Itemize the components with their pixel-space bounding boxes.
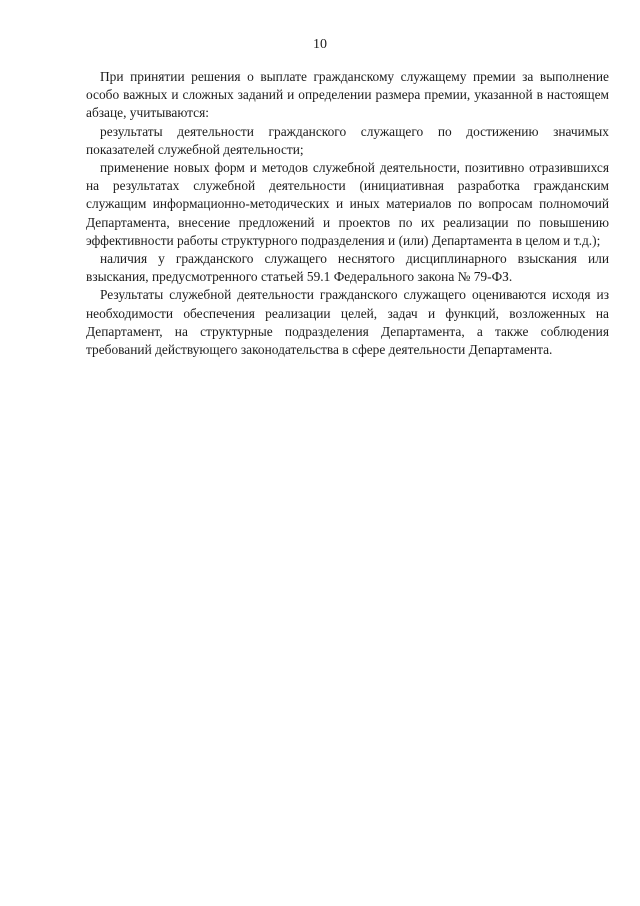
paragraph-results-indicators: результаты деятельности гражданского служащего по достижению значимых показателей служебной деятельности; <box>86 123 609 157</box>
page-number: 10 <box>313 37 327 52</box>
paragraph-performance-evaluation: Результаты служебной деятельности гражданского служащего оцениваются исходя из необходимости обеспечения реализации целей, задач и функций, возложенных на Департамент, на структурные подразделения Департамента, а также соблюдения требований действующего законодательства в сфере деятельности Департамента. <box>86 287 609 358</box>
paragraph-premium-decision: При принятии решения о выплате гражданскому служащему премии за выполнение особо важных и сложных заданий и определении размера премии, указанной в настоящем абзаце, учитываются: <box>86 69 609 121</box>
paragraph-disciplinary-penalty: наличия у гражданского служащего неснятого дисциплинарного взыскания или взыскания, предусмотренного статьей 59.1 Федерального закона № 79-ФЗ. <box>86 251 609 285</box>
paragraph-new-methods: применение новых форм и методов служебной деятельности, позитивно отразившихся на результатах служебной деятельности (инициативная разработка гражданским служащим информационно-методических и иных материалов по вопросам полномочий Департамента, внесение предложений и проектов по их реализации по повышению эффективности работы структурного подразделения и (или) Департамента в целом и т.д.); <box>86 160 609 248</box>
document-body <box>86 68 609 359</box>
